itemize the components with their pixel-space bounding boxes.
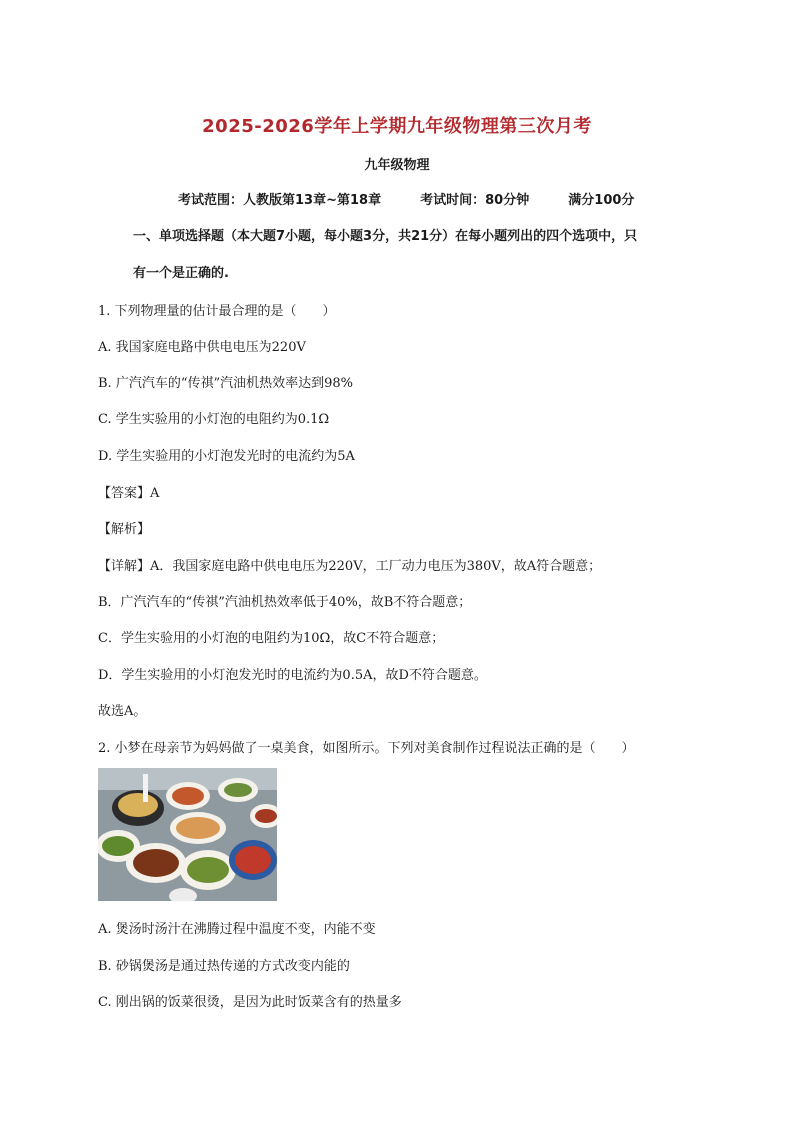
section-instruction: 一、单项选择题（本大题7小题，每小题3分，共21分）在每小题列出的四个选项中，只 [133,229,638,244]
q1-conclusion: 故选A。 [98,704,147,719]
q1-detail-c: C．学生实验用的小灯泡的电阻约为10Ω，故C不符合题意； [98,631,445,646]
q2-option-c: C. 刚出锅的饭菜很烫，是因为此时饭菜含有的热量多 [98,995,402,1010]
q2-option-b: B. 砂锅煲汤是通过热传递的方式改变内能的 [98,959,350,974]
q1-option-b: B. 广汽汽车的“传祺”汽油机热效率达到98% [98,376,354,391]
q2-stem: 2. 小梦在母亲节为妈妈做了一桌美食，如图所示。下列对美食制作过程说法正确的是（ ） [98,741,635,756]
exam-subtitle: 九年级物理 [364,158,430,173]
q1-detail-b: B．广汽汽车的“传祺”汽油机热效率低于40%，故B不符合题意； [98,595,472,610]
food-photo [98,768,277,901]
q1-option-a: A. 我国家庭电路中供电电压为220V [98,340,306,355]
q2-option-a: A. 煲汤时汤汁在沸腾过程中温度不变，内能不变 [98,922,376,937]
exam-score: 满分100分 [568,193,635,208]
q1-analysis-label: 【解析】 [98,522,151,537]
exam-info [178,189,634,208]
section-instruction-cont: 有一个是正确的. [133,266,229,281]
q1-answer: 【答案】A [98,486,160,501]
q1-detail-a: 【详解】A．我国家庭电路中供电电压为220V，工厂动力电压为380V，故A符合题意； [98,559,602,574]
q1-option-d: D. 学生实验用的小灯泡发光时的电流约为5A [98,449,355,464]
exam-title: 2025-2026学年上学期九年级物理第三次月考 [202,116,592,137]
exam-scope: 考试范围：人教版第13章~第18章 [178,193,382,208]
q1-option-c: C. 学生实验用的小灯泡的电阻约为0.1Ω [98,412,330,427]
q1-stem: 1. 下列物理量的估计最合理的是（ ） [98,304,336,319]
exam-time: 考试时间：80分钟 [420,193,530,208]
q1-detail-d: D．学生实验用的小灯泡发光时的电流约为0.5A，故D不符合题意。 [98,668,487,683]
